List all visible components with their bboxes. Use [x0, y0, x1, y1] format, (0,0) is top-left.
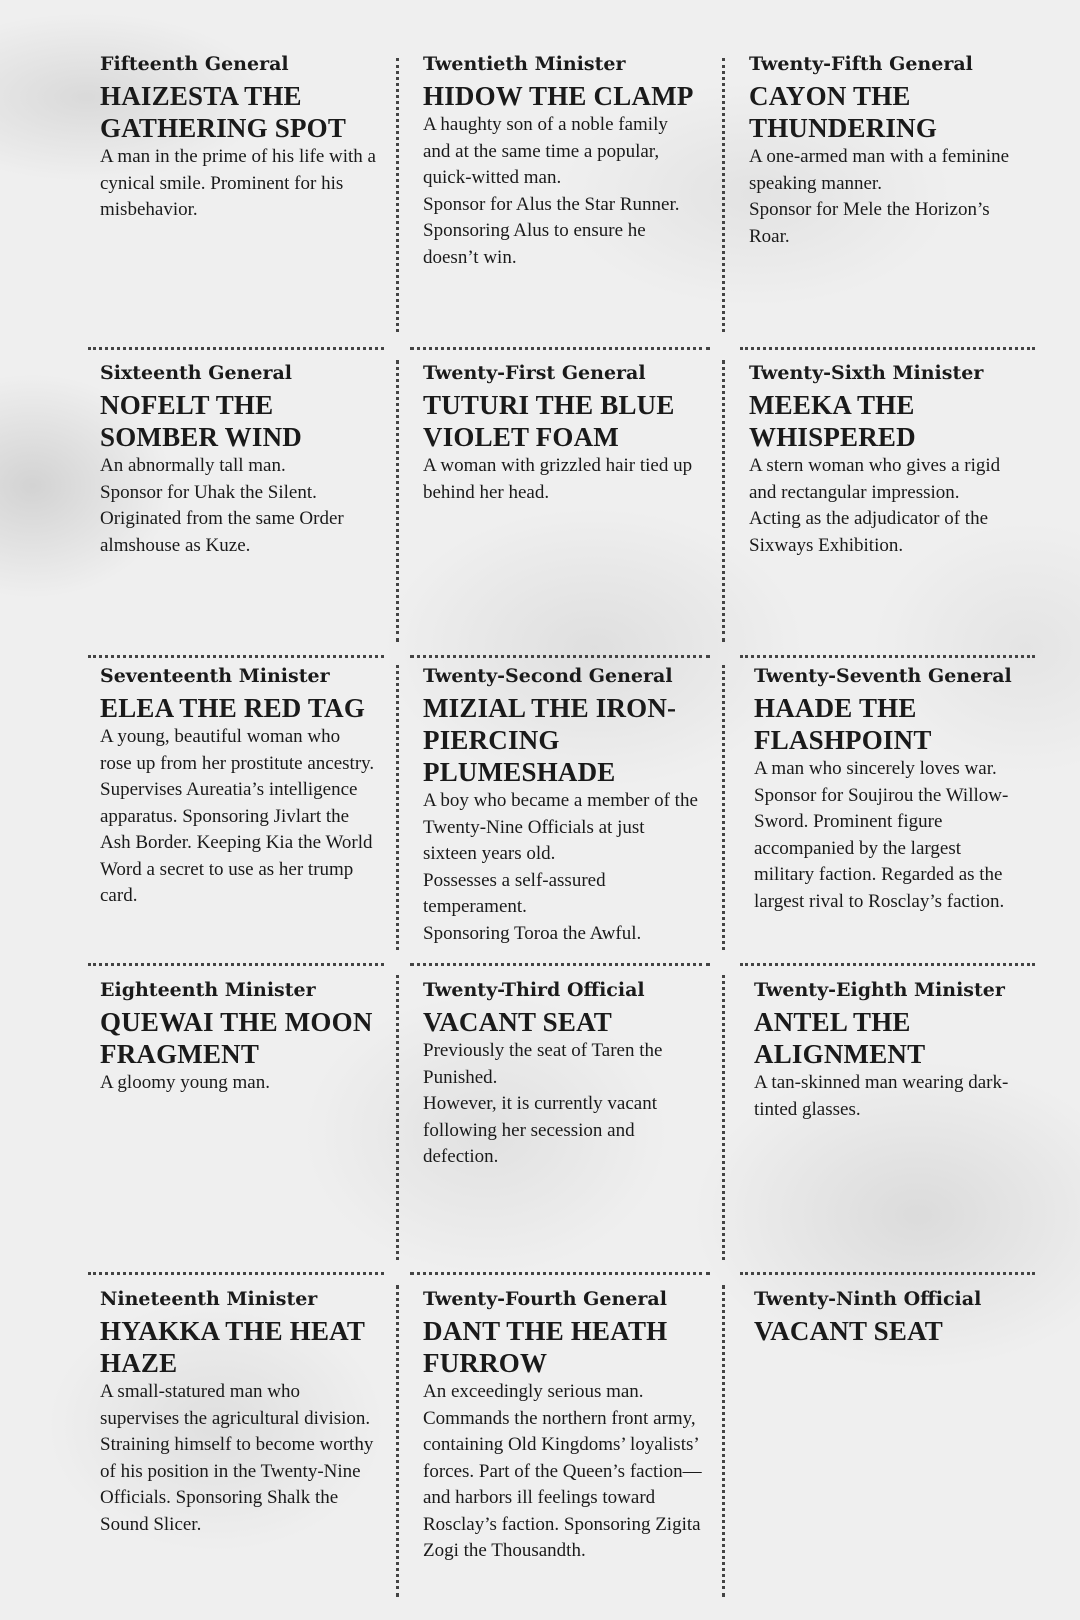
- row-divider: [410, 1272, 710, 1275]
- official-description: A tan-skinned man wearing dark-tinted glasses.: [754, 1072, 1009, 1120]
- official-entry: [423, 361, 698, 506]
- official-entry: [754, 978, 1014, 1123]
- row-divider: [410, 963, 710, 966]
- column-divider: [722, 1285, 725, 1597]
- official-description: A gloomy young man.: [100, 1072, 270, 1093]
- official-description: A stern woman who gives a rigid and rectangular impression. Acting as the adjudicator of the Sixways Exhibition.: [749, 455, 1001, 556]
- row-divider: [88, 655, 384, 658]
- row-divider: [88, 963, 384, 966]
- column-divider: [722, 975, 725, 1260]
- official-entry: [100, 1287, 375, 1538]
- official-description: A boy who became a member of the Twenty-Nine Officials at just sixteen years old. Possesses a self-assured temperament. Sponsoring Toroa the Awful.: [423, 790, 698, 944]
- official-description: Previously the seat of Taren the Punished. However, it is currently vacant following her secession and defection.: [423, 1040, 663, 1167]
- column-divider: [722, 665, 725, 950]
- row-divider: [88, 1272, 384, 1275]
- official-name: HAIZESTA THE GATHERING SPOT: [100, 81, 347, 143]
- row-divider: [740, 347, 1035, 350]
- official-entry: [749, 361, 1014, 559]
- official-rank: Twenty-Sixth Minister: [749, 362, 984, 384]
- official-rank: Twentieth Minister: [423, 53, 626, 75]
- official-name: NOFELT THE SOMBER WIND: [100, 390, 302, 452]
- official-name: ELEA THE RED TAG: [100, 693, 366, 723]
- official-rank: Twenty-First General: [423, 362, 646, 384]
- official-rank: Twenty-Seventh General: [754, 665, 1012, 687]
- official-rank: Seventeenth Minister: [100, 665, 330, 687]
- official-entry: [423, 664, 698, 947]
- column-divider: [396, 58, 399, 332]
- official-description: A young, beautiful woman who rose up from her prostitute ancestry. Supervises Aureatia’s intelligence apparatus. Sponsoring Jivlart the Ash Border. Keeping Kia the World Word a secret to use as her trump card.: [100, 726, 375, 906]
- column-divider: [722, 360, 725, 642]
- official-description: A haughty son of a noble family and at the same time a popular, quick-witted man. Sponsor for Alus the Star Runner. Sponsoring Alus to ensure he doesn’t win.: [423, 114, 680, 268]
- official-name: HYAKKA THE HEAT HAZE: [100, 1316, 365, 1378]
- official-description: An abnormally tall man. Sponsor for Uhak the Silent. Originated from the same Order almshouse as Kuze.: [100, 455, 344, 556]
- official-name: HAADE THE FLASHPOINT: [754, 693, 932, 755]
- official-rank: Twenty-Fourth General: [423, 1288, 667, 1310]
- official-entry: [754, 664, 1019, 915]
- official-entry: [423, 52, 698, 271]
- official-name: VACANT SEAT: [423, 1007, 613, 1037]
- official-description: A woman with grizzled hair tied up behind her head.: [423, 455, 693, 503]
- official-entry: [423, 1287, 705, 1565]
- official-entry: [749, 52, 1024, 250]
- official-name: ANTEL THE ALIGNMENT: [754, 1007, 926, 1069]
- official-rank: Twenty-Eighth Minister: [754, 979, 1005, 1001]
- column-divider: [396, 665, 399, 950]
- official-entry: [423, 978, 698, 1171]
- official-name: DANT THE HEATH FURROW: [423, 1316, 668, 1378]
- row-divider: [740, 655, 1035, 658]
- row-divider: [740, 963, 1035, 966]
- column-divider: [396, 975, 399, 1260]
- row-divider: [410, 347, 710, 350]
- official-entry: [100, 361, 380, 559]
- official-name: VACANT SEAT: [754, 1316, 944, 1346]
- column-divider: [396, 360, 399, 642]
- official-description: A one-armed man with a feminine speaking manner. Sponsor for Mele the Horizon’s Roar.: [749, 146, 1010, 247]
- official-name: MEEKA THE WHISPERED: [749, 390, 916, 452]
- official-description: An exceedingly serious man. Commands the northern front army, containing Old Kingdoms’ loyalists’ forces. Part of the Queen’s faction—and harbors ill feelings toward Rosclay’s faction. Sponsoring Zigita Zogi the Thousandth.: [423, 1381, 702, 1561]
- row-divider: [740, 1272, 1035, 1275]
- official-name: CAYON THE THUNDERING: [749, 81, 938, 143]
- official-rank: Fifteenth General: [100, 53, 289, 75]
- official-rank: Twenty-Fifth General: [749, 53, 973, 75]
- official-rank: Twenty-Ninth Official: [754, 1288, 982, 1310]
- row-divider: [410, 655, 710, 658]
- official-rank: Nineteenth Minister: [100, 1288, 318, 1310]
- column-divider: [722, 58, 725, 332]
- official-name: MIZIAL THE IRON-PIERCING PLUMESHADE: [423, 693, 677, 787]
- official-rank: Twenty-Third Official: [423, 979, 645, 1001]
- official-rank: Sixteenth General: [100, 362, 292, 384]
- official-description: A man who sincerely loves war. Sponsor for Soujirou the Willow-Sword. Prominent figure accompanied by the largest military faction. Regarded as the largest rival to Rosclay’s faction.: [754, 758, 1009, 912]
- column-divider: [396, 1285, 399, 1597]
- official-description: A man in the prime of his life with a cynical smile. Prominent for his misbehavior.: [100, 146, 376, 220]
- official-rank: Eighteenth Minister: [100, 979, 316, 1001]
- official-rank: Twenty-Second General: [423, 665, 673, 687]
- official-name: HIDOW THE CLAMP: [423, 81, 694, 111]
- official-entry: [100, 52, 380, 224]
- official-description: A small-statured man who supervises the agricultural division. Straining himself to become worthy of his position in the Twenty-Nine Officials. Sponsoring Shalk the Sound Slicer.: [100, 1381, 374, 1535]
- official-name: TUTURI THE BLUE VIOLET FOAM: [423, 390, 675, 452]
- official-entry: [100, 978, 380, 1097]
- official-entry: [754, 1287, 1019, 1347]
- official-entry: [100, 664, 375, 910]
- row-divider: [88, 347, 384, 350]
- official-name: QUEWAI THE MOON FRAGMENT: [100, 1007, 373, 1069]
